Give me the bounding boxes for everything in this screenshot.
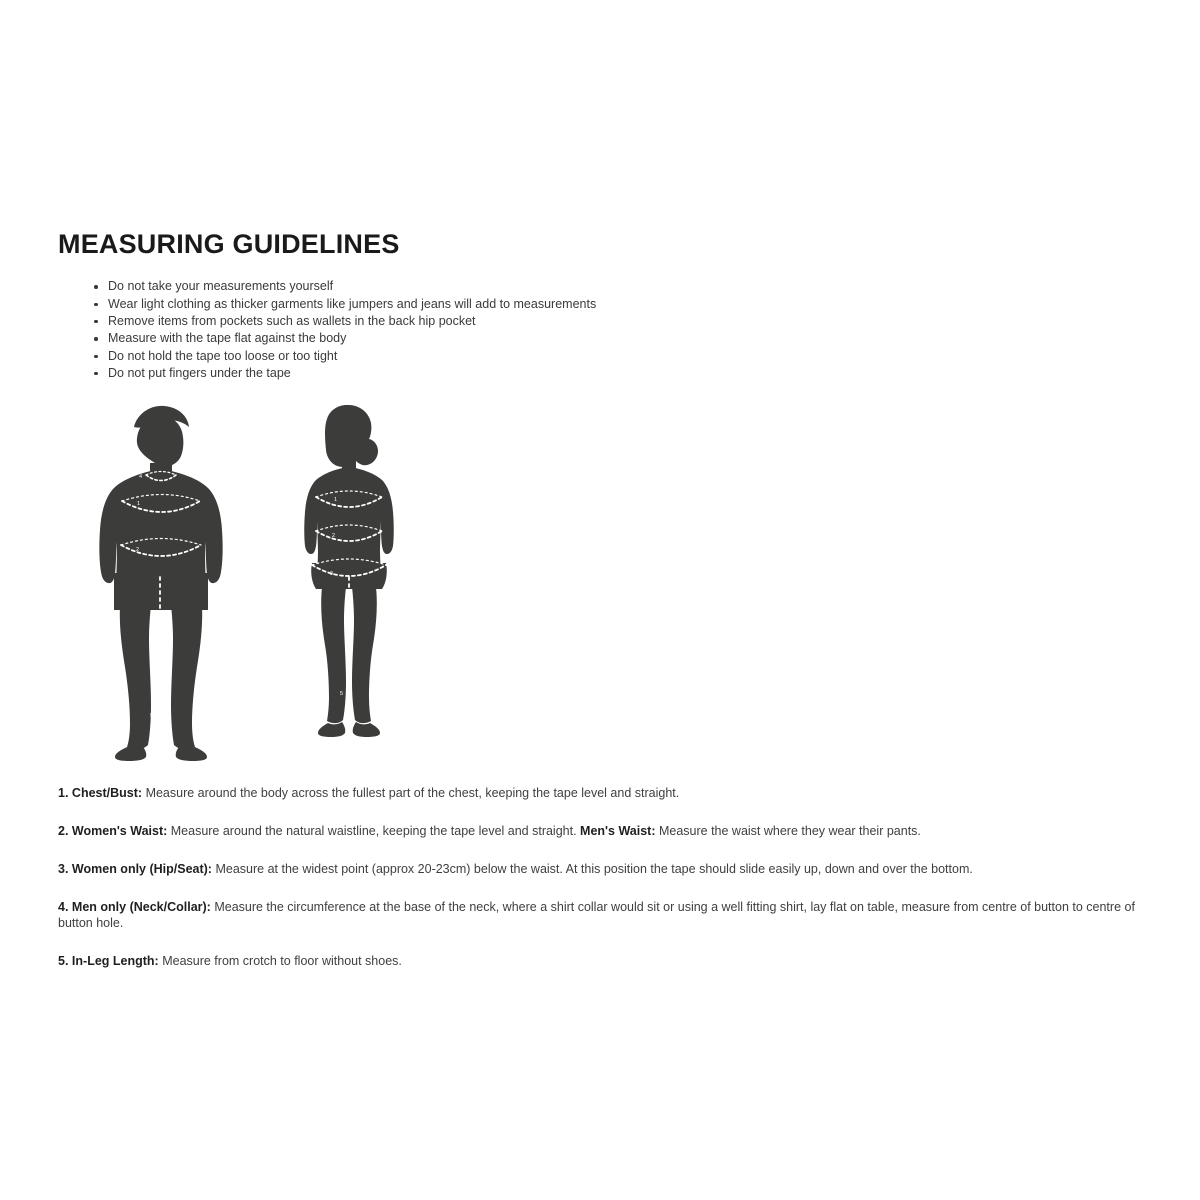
body-measurement-diagram	[60, 405, 600, 765]
definition-term: Women's Waist:	[71, 824, 168, 838]
list-item: Wear light clothing as thicker garments like jumpers and jeans will add to measurements	[94, 296, 1148, 313]
definition-text: Measure around the natural waistline, keeping the tape level and straight.	[170, 824, 577, 838]
list-item: Remove items from pockets such as wallets in the back hip pocket	[94, 313, 1148, 330]
definition-item	[58, 785, 1148, 801]
list-item: Measure with the tape flat against the body	[94, 330, 1148, 347]
definition-term: Chest/Bust:	[71, 786, 143, 800]
definition-number: 2.	[58, 824, 69, 838]
guidelines-section	[58, 228, 1148, 382]
definition-term: Men only (Neck/Collar):	[71, 900, 211, 914]
definition-text: Measure from crotch to floor without shoes.	[162, 954, 402, 968]
female-marker-1: 1	[334, 497, 338, 503]
definition-number: 5.	[58, 954, 69, 968]
definition-text: Measure the circumference at the base of the neck, where a shirt collar would sit or using a well fitting shirt, lay flat on table, measure from centre of button to centre of button hole.	[58, 900, 1135, 930]
list-item: Do not put fingers under the tape	[94, 365, 1148, 382]
list-item: Do not hold the tape too loose or too tight	[94, 348, 1148, 365]
definition-number: 3.	[58, 862, 69, 876]
male-silhouette-figure	[99, 406, 222, 761]
definition-item	[58, 899, 1148, 931]
male-marker-4: 4	[139, 474, 143, 480]
female-silhouette-figure	[304, 405, 394, 737]
definition-term: Women only (Hip/Seat):	[71, 862, 212, 876]
definition-text: Measure at the widest point (approx 20-23cm) below the waist. At this position the tape should slide easily up, down and over the bottom.	[215, 862, 973, 876]
male-marker-5: 5	[150, 713, 154, 719]
male-marker-2: 2	[136, 547, 140, 553]
measurement-definitions	[58, 785, 1148, 969]
definition-number: 1.	[58, 786, 69, 800]
guidelines-list	[58, 278, 1148, 382]
page-title: MEASURING GUIDELINES	[58, 229, 400, 259]
female-marker-3: 3	[330, 571, 334, 577]
female-marker-5: 5	[340, 691, 344, 697]
definition-item	[58, 861, 1148, 877]
definition-term-secondary: Men's Waist:	[580, 824, 656, 838]
definition-text: Measure around the body across the fullest part of the chest, keeping the tape level and straight.	[145, 786, 680, 800]
list-item: Do not take your measurements yourself	[94, 278, 1148, 295]
definition-term: In-Leg Length:	[71, 954, 159, 968]
definition-text-secondary: Measure the waist where they wear their pants.	[658, 824, 921, 838]
definition-item	[58, 823, 1148, 839]
definition-item	[58, 953, 1148, 969]
female-marker-2: 2	[332, 533, 336, 539]
male-marker-1: 1	[137, 501, 141, 507]
definition-number: 4.	[58, 900, 69, 914]
